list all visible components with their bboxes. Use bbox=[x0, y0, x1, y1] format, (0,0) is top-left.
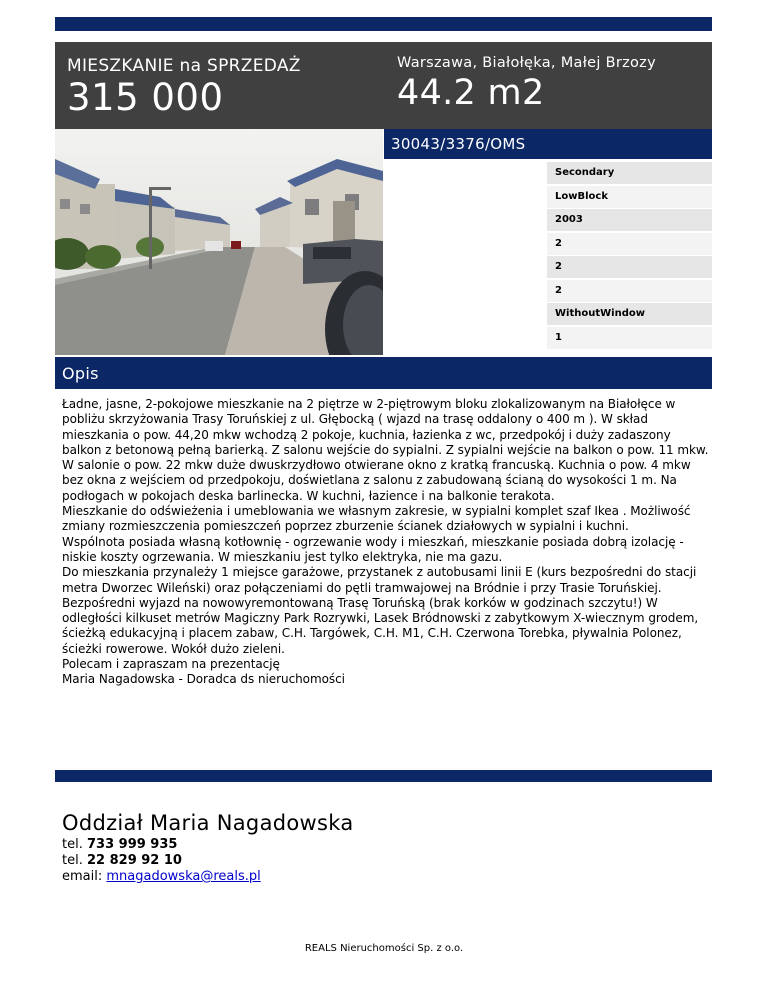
area: 44.2 m2 bbox=[397, 73, 545, 113]
location: Warszawa, Białołęka, Małej Brzozy bbox=[397, 55, 656, 71]
phone-label: tel. bbox=[62, 837, 83, 852]
description-paragraph: Polecam i zapraszam na prezentację bbox=[62, 657, 280, 672]
param-value: LowBlock bbox=[547, 186, 712, 208]
email-label: email: bbox=[62, 869, 103, 884]
description-paragraph: Ładne, jasne, 2-pokojowe mieszkanie na 2 piętrze w 2-piętrowym bloku zlokalizowanym na Białołęce w pobliżu skrzyżowania Trasy Toruńskiej z ul. Głębocką ( wjazd na trasę oddalony o 400 m ). W skład mieszkania o pow. 44,20 mkw wchodzą 2 pokoje, kuchnia, łazienka z wc, przedpokój i duży zadaszony balkon z betonową pełną barierką. Z salonu wejście do sypialni. Z sypialni wejście na balkon o pow. 11 mkw. W salonie o pow. 22 mkw duże dwuskrzydłowo otwierane okno z kratką francuską. Kuchnia o pow. 4 mkw bez okna z wejściem od przedpokoju, doświetlana z salonu z zabudowaną ścianą do wysokości 1 m. Na podłogach w pokojach deska barlinecka. W kuchni, łazience i na balkonie terakota. bbox=[62, 397, 709, 503]
param-value: WithoutWindow bbox=[547, 303, 712, 325]
description-heading: Opis bbox=[62, 364, 99, 383]
bottom-accent-bar bbox=[55, 770, 712, 782]
param-value: 2 bbox=[547, 233, 712, 255]
listing-header bbox=[55, 42, 712, 129]
description-paragraph: Bezpośredni wyjazd na nowowyremontowaną Trasę Toruńską (brak korków w godzinach szczytu!) W odległości kilkuset metrów Magiczny Park Rozrywki, Lasek Bródnowski z zabytkowym X-wiecznym grodem, ścieżką edukacyjną i placem zabaw, C.H. Targówek, C.H. M1, C.H. Czerwona Torebka, pływalnia Polonez, ścieżki rowerowe. Wokół dużo zieleni. bbox=[62, 595, 699, 656]
description-paragraph: Wspólnota posiada własną kotłownię - ogrzewanie wody i mieszkań, mieszkanie posiada dobrą izolację - niskie koszty ogrzewania. W mieszkaniu jest tylko elektryka, nie ma gazu. bbox=[62, 534, 684, 564]
description-paragraph: Maria Nagadowska - Doradca ds nieruchomości bbox=[62, 672, 345, 687]
param-row bbox=[384, 186, 712, 210]
agent-contact bbox=[62, 811, 354, 885]
param-row bbox=[384, 280, 712, 304]
param-row bbox=[384, 256, 712, 280]
param-row bbox=[384, 209, 712, 233]
param-value: 2003 bbox=[547, 209, 712, 231]
offer-type: MIESZKANIE na SPRZEDAŻ bbox=[67, 56, 301, 76]
param-row bbox=[384, 162, 712, 186]
description-paragraph: Do mieszkania przynależy 1 miejsce garażowe, przystanek z autobusami linii E (kurs bezpośredni do stacji metra Dworzec Wileński) oraz połączeniami do pętli tramwajowej na Bródnie i przy Trasie Toruńskiej. bbox=[62, 565, 697, 595]
description-paragraph: Mieszkanie do odświeżenia i umeblowania we własnym zakresie, w sypialni komplet szaf Ikea . Możliwość zmiany rozmieszczenia pomieszczeń poprzez zburzenie ścianek działowych w sypialni i kuchni. bbox=[62, 504, 691, 534]
phone-label: tel. bbox=[62, 853, 83, 868]
param-value: Secondary bbox=[547, 162, 712, 184]
email-line bbox=[62, 869, 354, 885]
property-photo bbox=[55, 129, 383, 355]
param-value: 1 bbox=[547, 327, 712, 349]
param-row bbox=[384, 233, 712, 257]
description-text bbox=[62, 397, 712, 688]
reference-number: 30043/3376/OMS bbox=[391, 135, 526, 153]
phone-number-2: 22 829 92 10 bbox=[86, 853, 182, 868]
param-row bbox=[384, 303, 712, 327]
email-link[interactable]: mnagadowska@reals.pl bbox=[106, 869, 261, 884]
phone-number-1: 733 999 935 bbox=[86, 837, 178, 852]
price: 315 000 bbox=[67, 76, 224, 119]
top-accent-bar bbox=[55, 17, 712, 31]
param-value: 2 bbox=[547, 280, 712, 302]
footer-company: REALS Nieruchomości Sp. z o.o. bbox=[304, 943, 464, 954]
param-value: 2 bbox=[547, 256, 712, 278]
param-row bbox=[384, 327, 712, 351]
property-parameters bbox=[384, 162, 712, 350]
reference-number-bar bbox=[384, 129, 712, 159]
agent-name: Oddział Maria Nagadowska bbox=[62, 811, 354, 835]
description-heading-bar bbox=[55, 357, 712, 389]
phone-line-1 bbox=[62, 837, 354, 853]
phone-line-2 bbox=[62, 853, 354, 869]
